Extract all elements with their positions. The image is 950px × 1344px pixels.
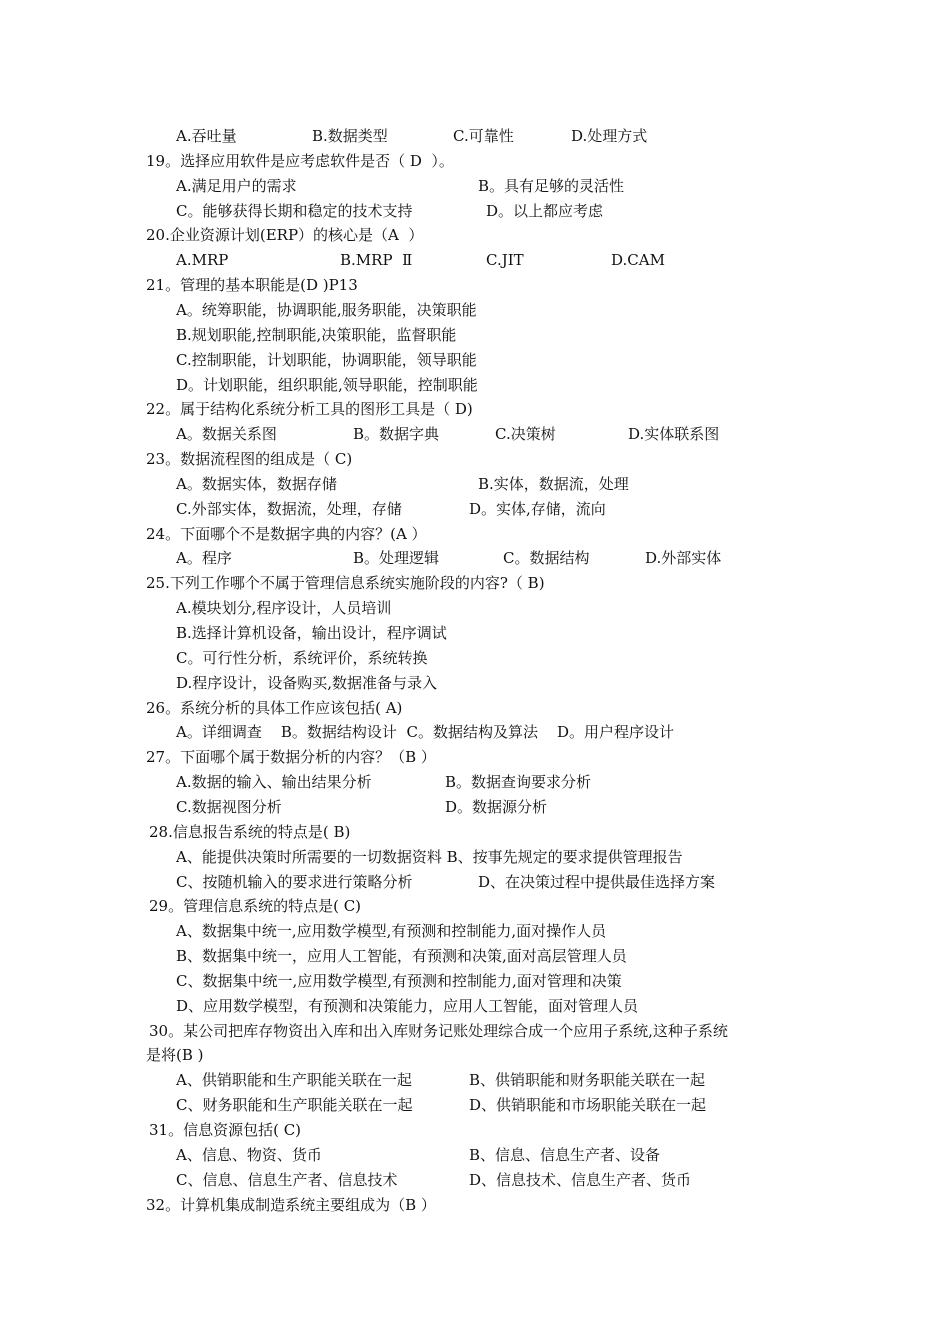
text-line-5-seg-0: A.MRP xyxy=(176,251,229,270)
text-line-43-seg-0: 32。计算机集成制造系统主要组成为（B ） xyxy=(146,1195,436,1214)
text-line-0-seg-1: B.数据类型 xyxy=(312,127,388,145)
text-line-33-seg-0: B、数据集中统一，应用人工智能，有预测和决策,面对高层管理人员 xyxy=(176,947,627,966)
text-line-12-seg-2: C.决策树 xyxy=(495,425,556,444)
text-line-27-seg-1: D。数据源分析 xyxy=(445,797,548,816)
text-line-15-seg-0: C.外部实体，数据流，处理，存储 xyxy=(176,499,402,518)
text-line-32-seg-0: A、数据集中统一,应用数学模型,有预测和控制能力,面对操作人员 xyxy=(176,922,607,941)
text-line-20-seg-0: B.选择计算机设备，输出设计，程序调试 xyxy=(176,624,447,642)
text-line-1-seg-0: 19。选择应用软件是应考虑软件是否（ D ）。 xyxy=(146,151,454,170)
text-line-0-seg-0: A.吞吐量 xyxy=(176,127,237,145)
text-line-28-seg-0: 28.信息报告系统的特点是( B) xyxy=(149,822,351,841)
text-line-12-seg-3: D.实体联系图 xyxy=(628,425,720,444)
text-line-5-seg-3: D.CAM xyxy=(611,251,665,270)
text-line-6-seg-0: 21。管理的基本职能是(D )P13 xyxy=(146,276,358,295)
text-line-17-seg-1: B。处理逻辑 xyxy=(353,549,440,568)
text-line-34-seg-0: C、数据集中统一,应用数学模型,有预测和控制能力,面对管理和决策 xyxy=(176,971,622,990)
text-line-27-seg-0: C.数据视图分析 xyxy=(176,797,282,816)
text-line-12-seg-0: A。数据关系图 xyxy=(176,425,277,444)
text-line-19-seg-0: A.模块划分,程序设计，人员培训 xyxy=(176,599,392,618)
text-line-41-seg-1: B、信息、信息生产者、设备 xyxy=(469,1145,661,1164)
text-line-41-seg-0: A、信息、物资、货币 xyxy=(176,1145,322,1164)
text-line-25-seg-0: 27。下面哪个属于数据分析的内容？（B ） xyxy=(146,748,436,767)
text-line-3-seg-0: C。能够获得长期和稳定的技术支持 xyxy=(176,201,413,220)
text-line-7-seg-0: A。统筹职能，协调职能,服务职能，决策职能 xyxy=(176,300,477,319)
text-line-31-seg-0: 29。管理信息系统的特点是( C) xyxy=(149,897,362,916)
text-line-40-seg-0: 31。信息资源包括( C) xyxy=(149,1121,302,1139)
text-line-18-seg-0: 25.下列工作哪个不属于管理信息系统实施阶段的内容?（ B) xyxy=(146,574,545,593)
text-line-23-seg-0: 26。系统分析的具体工作应该包括( A) xyxy=(146,698,403,717)
text-line-30-seg-0: C、按随机输入的要求进行策略分析 xyxy=(176,872,413,891)
text-line-16-seg-0: 24。下面哪个不是数据字典的内容？(A ） xyxy=(146,524,427,543)
text-line-17-seg-0: A。程序 xyxy=(176,549,232,568)
text-line-9-seg-0: C.控制职能，计划职能，协调职能，领导职能 xyxy=(176,350,477,369)
text-line-10-seg-0: D。计划职能，组织职能,领导职能，控制职能 xyxy=(176,375,478,394)
text-line-14-seg-0: A。数据实体，数据存储 xyxy=(176,474,337,493)
text-line-17-seg-2: C。数据结构 xyxy=(503,549,590,568)
text-line-4-seg-0: 20.企业资源计划(ERP）的核心是（A ） xyxy=(146,226,424,245)
text-line-39-seg-0: C、财务职能和生产职能关联在一起 xyxy=(176,1096,413,1115)
text-line-35-seg-0: D、应用数学模型，有预测和决策能力，应用人工智能，面对管理人员 xyxy=(176,996,639,1015)
text-line-30-seg-1: D、在决策过程中提供最佳选择方案 xyxy=(478,872,716,891)
text-line-29-seg-0: A、能提供决策时所需要的一切数据资料 B、按事先规定的要求提供管理报告 xyxy=(176,847,683,866)
text-line-38-seg-1: B、供销职能和财务职能关联在一起 xyxy=(469,1071,706,1090)
text-line-37-seg-0: 是将(B ) xyxy=(146,1046,204,1065)
text-line-8-seg-0: B.规划职能,控制职能,决策职能，监督职能 xyxy=(176,325,457,344)
text-line-3-seg-1: D。以上都应考虑 xyxy=(486,201,604,220)
text-line-42-seg-1: D、信息技术、信息生产者、货币 xyxy=(469,1170,692,1189)
text-line-5-seg-2: C.JIT xyxy=(486,251,524,270)
text-line-14-seg-1: B.实体，数据流，处理 xyxy=(478,474,629,493)
text-line-11-seg-0: 22。属于结构化系统分析工具的图形工具是（ D) xyxy=(146,400,473,419)
text-line-5-seg-1: B.MRP Ⅱ xyxy=(340,251,413,270)
text-line-13-seg-0: 23。数据流程图的组成是（ C) xyxy=(146,450,353,469)
text-line-21-seg-0: C。可行性分析，系统评价，系统转换 xyxy=(176,648,428,667)
text-line-36-seg-0: 30。某公司把库存物资出入库和出入库财务记账处理综合成一个应用子系统,这种子系统 xyxy=(149,1021,728,1040)
text-line-0-seg-2: C.可靠性 xyxy=(453,127,514,145)
text-line-12-seg-1: B。数据字典 xyxy=(353,425,440,444)
text-line-22-seg-0: D.程序设计，设备购买,数据准备与录入 xyxy=(176,673,438,692)
text-line-0-seg-3: D.处理方式 xyxy=(571,127,648,145)
text-line-17-seg-3: D.外部实体 xyxy=(645,549,722,568)
text-line-24-seg-0: A。详细调查 B。数据结构设计 C。数据结构及算法 D。用户程序设计 xyxy=(176,723,675,742)
text-line-39-seg-1: D、供销职能和市场职能关联在一起 xyxy=(469,1096,707,1115)
text-line-2-seg-1: B。具有足够的灵活性 xyxy=(478,176,625,195)
text-line-38-seg-0: A、供销职能和生产职能关联在一起 xyxy=(176,1071,412,1090)
text-line-2-seg-0: A.满足用户的需求 xyxy=(176,176,297,195)
text-line-26-seg-1: B。数据查询要求分析 xyxy=(445,773,592,792)
text-line-42-seg-0: C、信息、信息生产者、信息技术 xyxy=(176,1170,398,1189)
text-line-26-seg-0: A.数据的输入、输出结果分析 xyxy=(176,773,372,792)
text-line-15-seg-1: D。实体,存储，流向 xyxy=(469,499,606,518)
